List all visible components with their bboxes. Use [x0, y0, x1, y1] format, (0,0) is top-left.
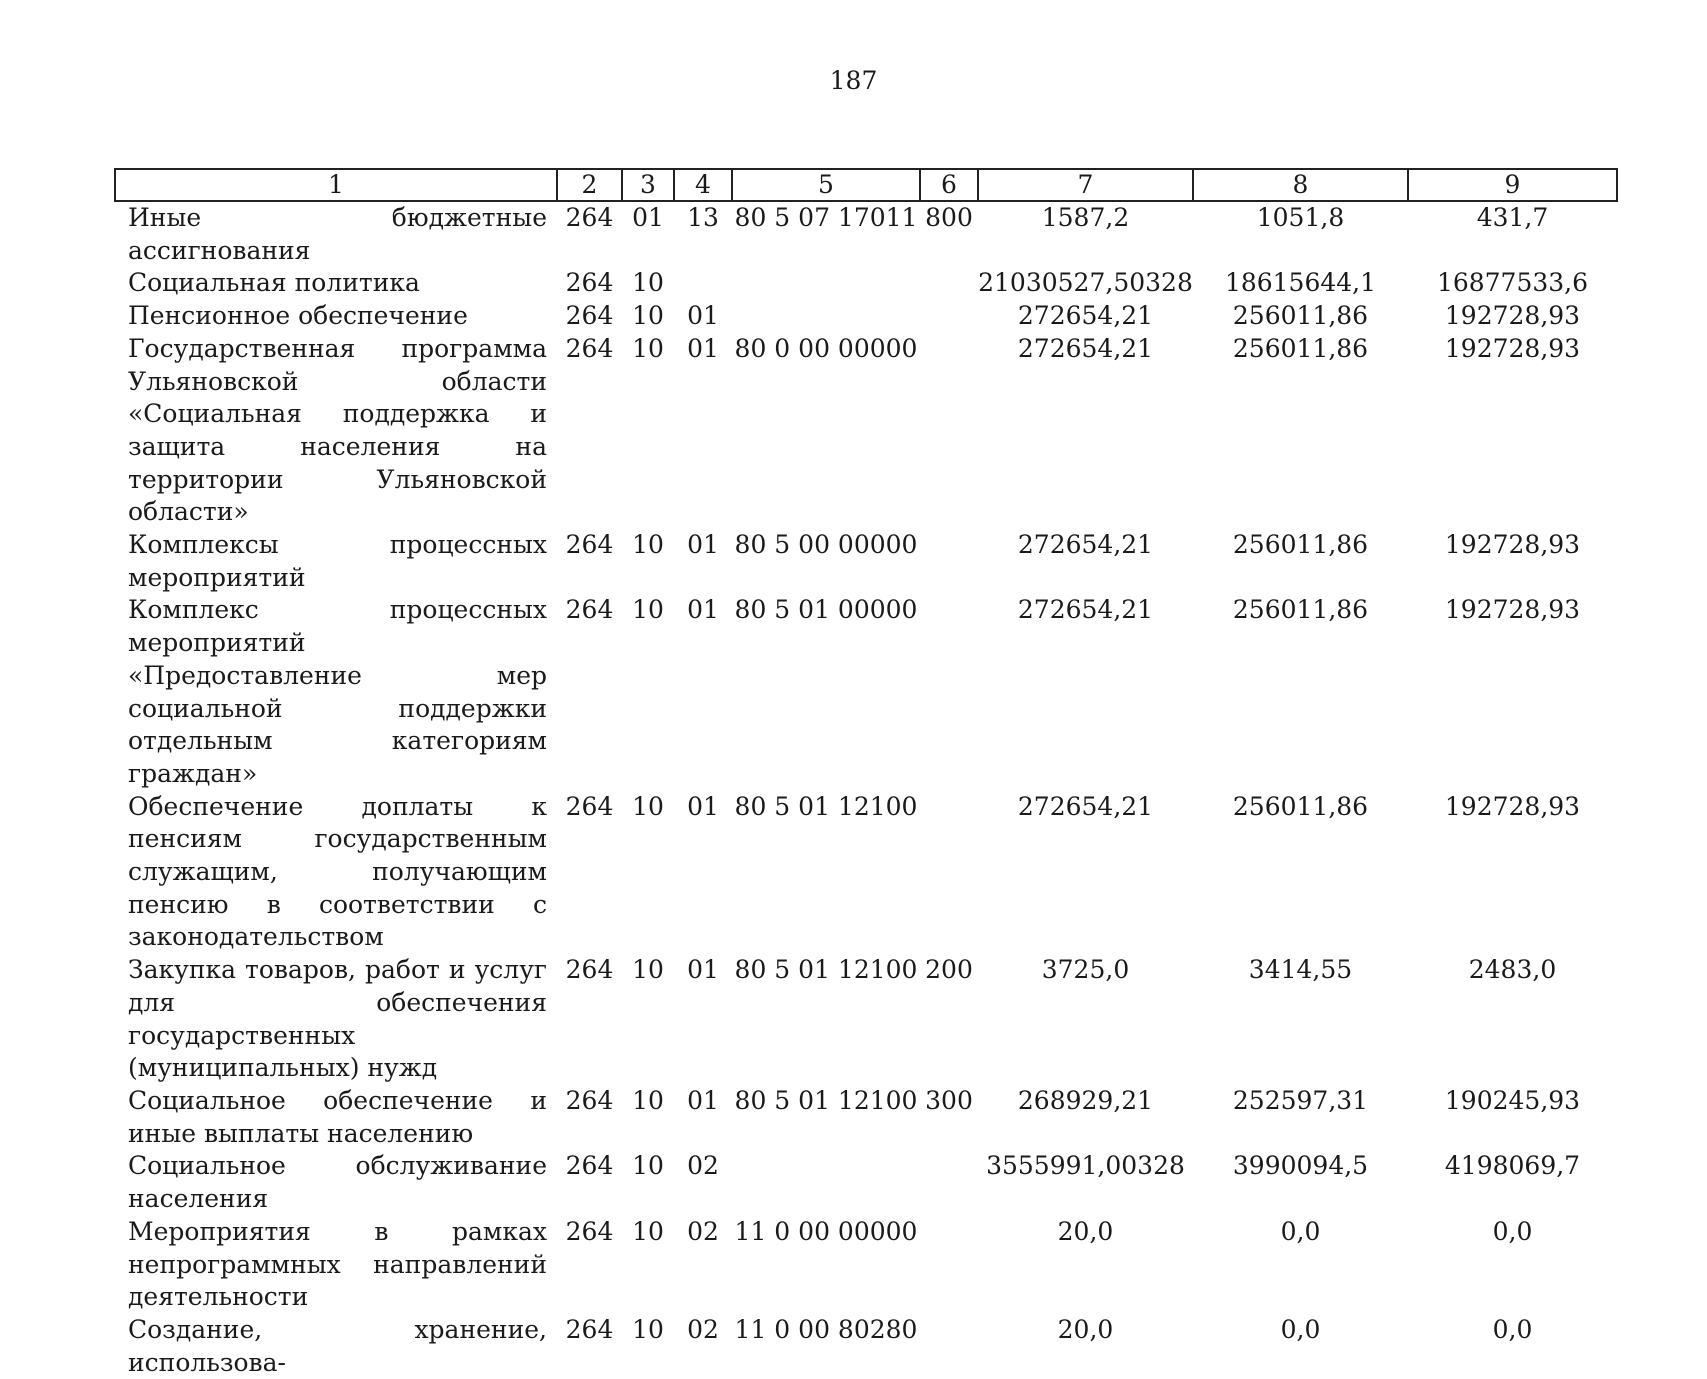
col-6-value	[920, 333, 978, 529]
col-5-value	[732, 300, 920, 333]
col-5-value: 11 0 00 00000	[734, 1216, 918, 1246]
row-name: Социальная политика	[128, 268, 420, 298]
col-3-value: 10	[632, 791, 664, 821]
table-row	[115, 791, 1617, 955]
row-name: Комплекс процессных мероприятий «Предоставление мер социальной поддержки отдельным категориям граждан»	[128, 595, 547, 788]
col-4-value: 01	[687, 955, 719, 985]
col-5-value	[732, 267, 920, 300]
col-5-value: 80 5 01 12100	[734, 1085, 918, 1115]
col-8-value: 18615644,1	[1224, 268, 1377, 298]
col-6-value: 200	[925, 955, 973, 985]
col-6-value	[920, 1216, 978, 1314]
col-6-value	[920, 1150, 978, 1215]
row-name: Создание, хранение, использова-	[128, 1314, 547, 1377]
col-4-value: 02	[687, 1151, 719, 1181]
col-9-value: 192728,93	[1444, 791, 1581, 821]
column-header-3: 3	[622, 169, 674, 201]
col-7-value: 272654,21	[1017, 530, 1154, 560]
col-8-value: 252597,31	[1232, 1085, 1369, 1115]
col-9-value: 4198069,7	[1444, 1151, 1581, 1181]
col-2-value: 264	[565, 595, 614, 625]
table-row	[115, 300, 1617, 333]
col-8-value: 1051,8	[1256, 203, 1345, 232]
col-3-value: 10	[632, 301, 664, 331]
col-6-value	[920, 791, 978, 955]
col-2-value: 264	[565, 333, 614, 363]
table-row	[115, 201, 1617, 267]
col-5-value: 80 5 01 00000	[734, 595, 918, 625]
col-9-value: 192728,93	[1444, 333, 1581, 363]
col-2-value: 264	[565, 1216, 614, 1246]
row-name: Пенсионное обеспечение	[128, 301, 468, 331]
col-4-value	[674, 267, 732, 300]
col-8-value: 256011,86	[1232, 333, 1369, 363]
table-row	[115, 594, 1617, 790]
table-row	[115, 1085, 1617, 1150]
col-5-value: 80 5 00 00000	[734, 530, 918, 560]
col-6-value	[920, 300, 978, 333]
col-5-value: 80 5 01 12100	[734, 955, 918, 985]
col-4-value: 01	[687, 1085, 719, 1115]
col-2-value: 264	[565, 1085, 614, 1115]
col-3-value: 10	[632, 333, 664, 363]
col-4-value: 01	[687, 301, 719, 331]
column-header-5: 5	[732, 169, 920, 201]
table-row	[115, 1314, 1617, 1379]
column-header-1: 1	[115, 169, 557, 201]
col-3-value: 10	[632, 595, 664, 625]
column-header-9: 9	[1408, 169, 1617, 201]
col-2-value: 264	[565, 1151, 614, 1181]
col-2-value: 264	[565, 203, 614, 232]
col-4-value: 01	[687, 530, 719, 560]
col-3-value: 01	[632, 203, 664, 232]
table-row	[115, 954, 1617, 1085]
col-4-value: 01	[687, 595, 719, 625]
column-header-8: 8	[1193, 169, 1408, 201]
row-name: Государственная программа Ульяновской области «Социальная поддержка и защита населения на территории Ульяновской области»	[128, 333, 547, 527]
col-2-value: 264	[565, 955, 614, 985]
col-7-value: 1587,2	[1041, 203, 1130, 232]
col-6-value	[920, 594, 978, 790]
row-name: Обеспечение доплаты к пенсиям государственным служащим, получающим пенсию в соответствии с законодательством	[128, 791, 547, 952]
col-7-value: 272654,21	[1017, 791, 1154, 821]
column-header-7: 7	[978, 169, 1193, 201]
row-name: Социальное обслуживание населения	[128, 1151, 547, 1214]
col-8-value: 256011,86	[1232, 791, 1369, 821]
col-6-value	[920, 529, 978, 594]
table-row	[115, 1150, 1617, 1215]
col-6-value	[920, 1314, 978, 1379]
row-name: Иные бюджетные ассигнования	[128, 203, 547, 265]
budget-table	[114, 168, 1618, 1379]
col-9-value: 190245,93	[1444, 1085, 1581, 1115]
col-4-value: 02	[687, 1216, 719, 1246]
col-6-value	[920, 267, 978, 300]
col-5-value	[732, 1150, 920, 1215]
col-7-value: 272654,21	[1017, 301, 1154, 331]
col-2-value: 264	[565, 1314, 614, 1344]
col-6-value: 300	[925, 1085, 973, 1115]
col-9-value: 0,0	[1492, 1314, 1533, 1344]
col-5-value: 11 0 00 80280	[734, 1314, 918, 1344]
col-9-value: 431,7	[1476, 203, 1549, 232]
col-7-value: 21030527,50328	[978, 268, 1193, 298]
col-8-value: 0,0	[1280, 1216, 1321, 1246]
col-9-value: 192728,93	[1444, 530, 1581, 560]
col-5-value: 80 5 01 12100	[734, 791, 918, 821]
col-4-value: 02	[687, 1314, 719, 1344]
col-4-value: 01	[687, 791, 719, 821]
col-7-value: 272654,21	[1017, 333, 1154, 363]
col-5-value: 80 5 07 17011	[734, 203, 918, 232]
column-header-2: 2	[557, 169, 622, 201]
col-9-value: 192728,93	[1444, 301, 1581, 331]
col-7-value: 268929,21	[1017, 1085, 1154, 1115]
col-9-value: 16877533,6	[1436, 268, 1589, 298]
col-3-value: 10	[632, 268, 664, 298]
row-name: Социальное обеспечение и иные выплаты населению	[128, 1085, 547, 1148]
table-row	[115, 1216, 1617, 1314]
col-2-value: 264	[565, 268, 614, 298]
col-2-value: 264	[565, 301, 614, 331]
col-5-value: 80 0 00 00000	[734, 333, 918, 363]
col-8-value: 3414,55	[1248, 955, 1353, 985]
col-3-value: 10	[632, 1151, 664, 1181]
col-2-value: 264	[565, 530, 614, 560]
col-9-value: 0,0	[1492, 1216, 1533, 1246]
header-row	[115, 169, 1617, 201]
col-4-value: 01	[687, 333, 719, 363]
row-name: Мероприятия в рамках непрограммных направлений деятельности	[128, 1216, 547, 1312]
col-7-value: 3555991,00328	[986, 1151, 1185, 1181]
col-9-value: 192728,93	[1444, 595, 1581, 625]
col-8-value: 0,0	[1280, 1314, 1321, 1344]
col-8-value: 256011,86	[1232, 530, 1369, 560]
table-row	[115, 267, 1617, 300]
col-3-value: 10	[632, 1216, 664, 1246]
col-6-value: 800	[925, 203, 973, 232]
col-3-value: 10	[632, 530, 664, 560]
table-row	[115, 333, 1617, 529]
column-header-6: 6	[920, 169, 978, 201]
col-8-value: 256011,86	[1232, 595, 1369, 625]
row-name: Закупка товаров, работ и услуг для обеспечения государственных (муниципальных) нужд	[128, 955, 547, 1083]
column-header-4: 4	[674, 169, 732, 201]
col-3-value: 10	[632, 1085, 664, 1115]
col-7-value: 272654,21	[1017, 595, 1154, 625]
col-2-value: 264	[565, 791, 614, 821]
col-8-value: 256011,86	[1232, 301, 1369, 331]
page-number: 187	[829, 66, 878, 95]
row-name: Комплексы процессных мероприятий	[128, 530, 547, 592]
table-row	[115, 529, 1617, 594]
col-9-value: 2483,0	[1468, 955, 1557, 985]
col-7-value: 20,0	[1057, 1216, 1114, 1246]
col-4-value: 13	[687, 203, 719, 232]
col-7-value: 20,0	[1057, 1314, 1114, 1344]
col-7-value: 3725,0	[1041, 955, 1130, 985]
col-3-value: 10	[632, 955, 664, 985]
col-3-value: 10	[632, 1314, 664, 1344]
col-8-value: 3990094,5	[1232, 1151, 1369, 1181]
